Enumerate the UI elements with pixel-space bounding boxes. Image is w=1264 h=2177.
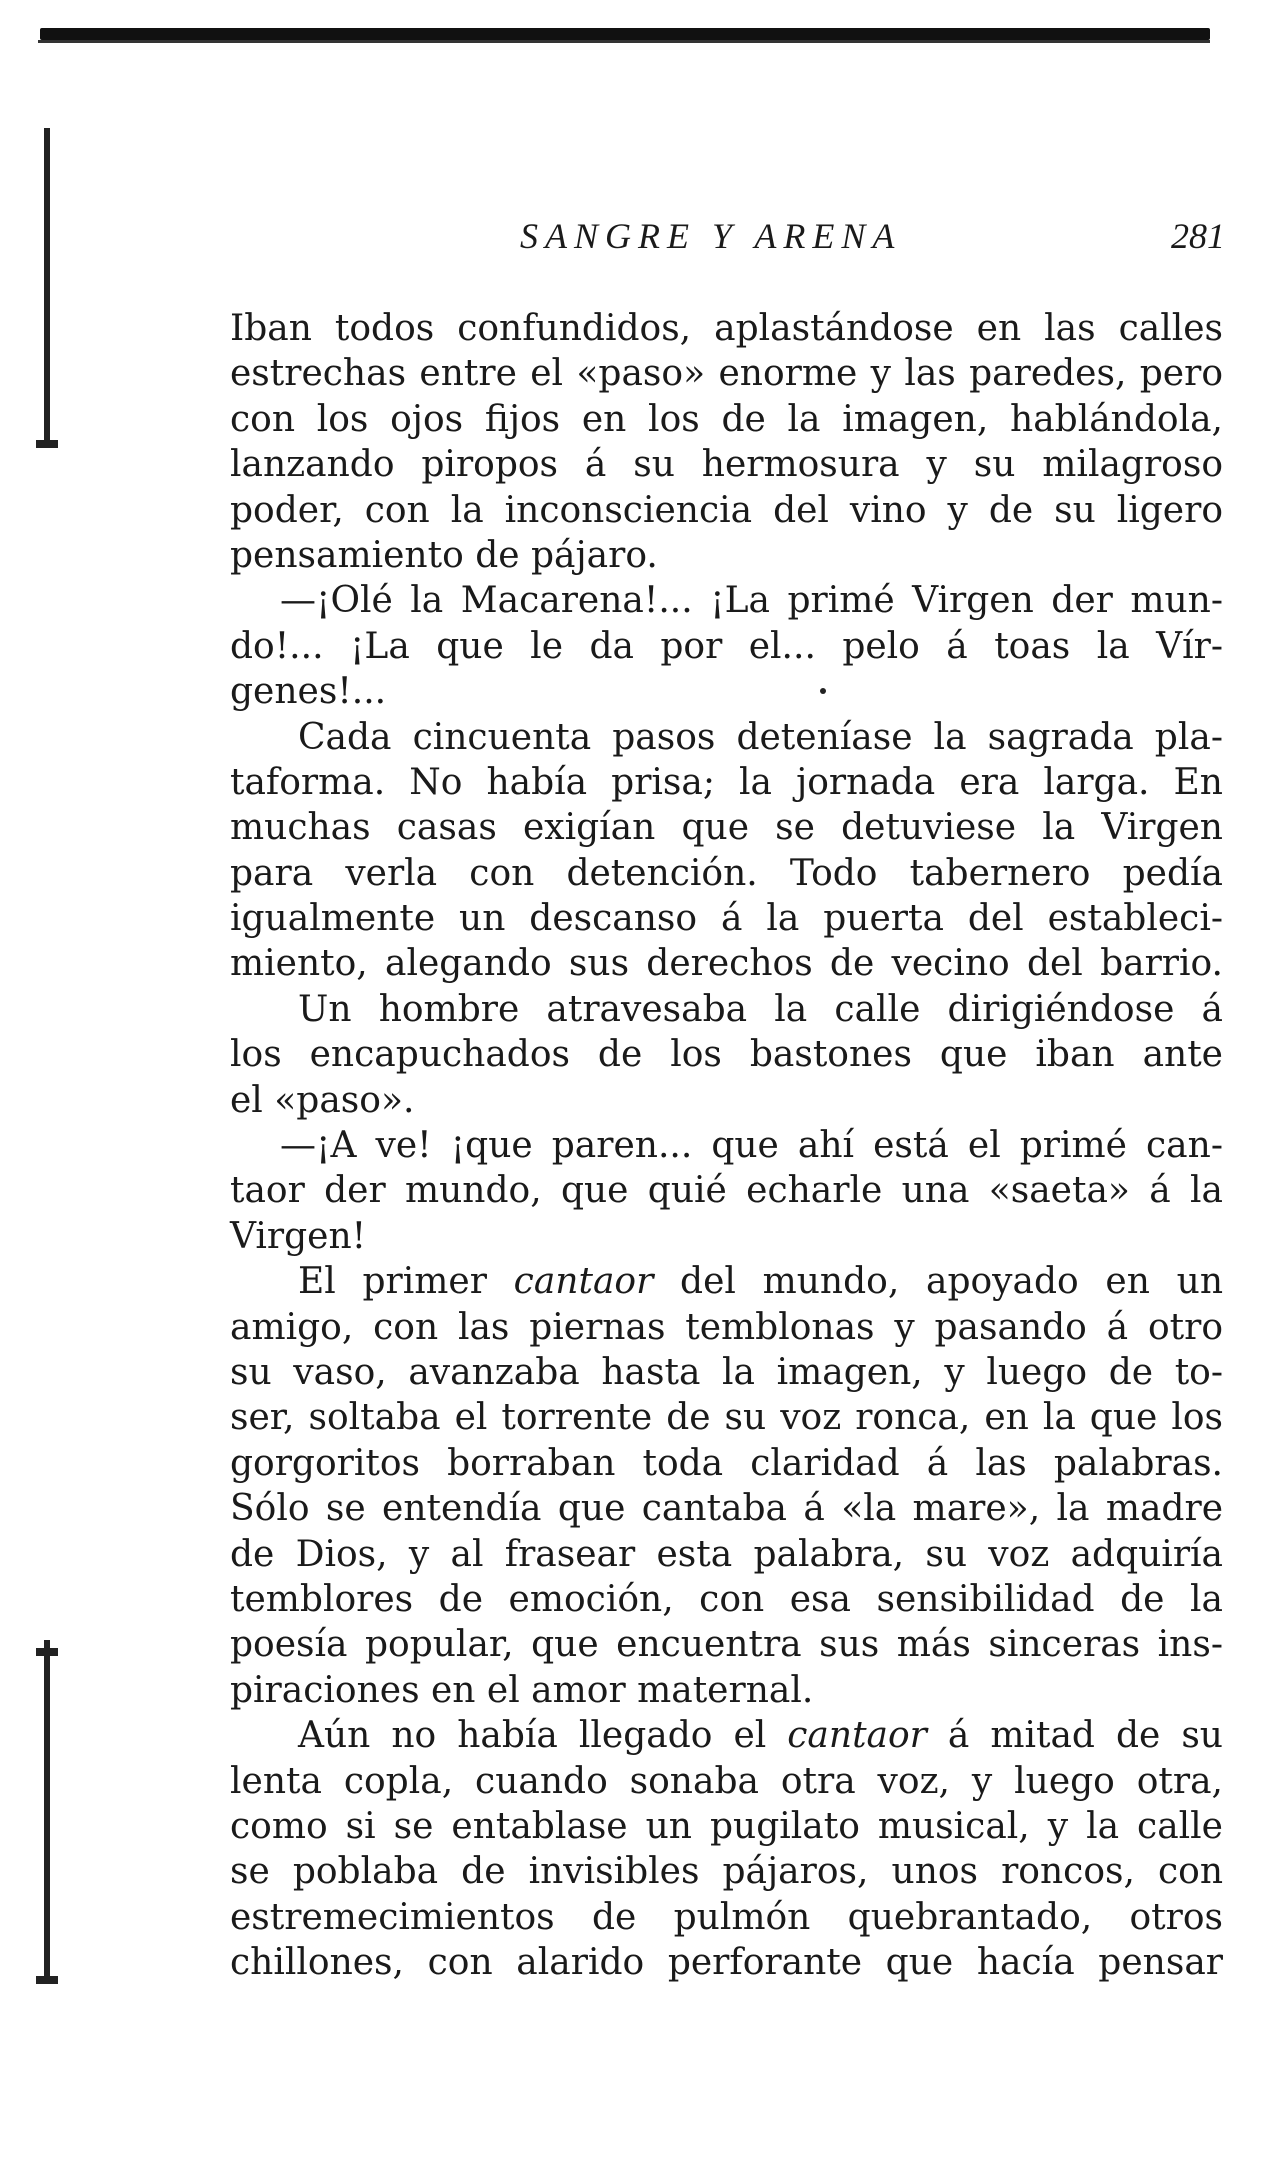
text-line	[230, 1259, 1223, 1304]
text-fragment: Aún no había llegado el	[298, 1715, 767, 1757]
text-fragment: á mitad de su	[947, 1715, 1223, 1757]
text-line: —¡Olé la Macarena!... ¡La primé Virgen der mun-	[280, 580, 1223, 622]
text-line: lenta copla, cuando sonaba otra voz, y luego otra,	[230, 1760, 1223, 1802]
binding-mark-lower	[44, 1640, 50, 1980]
text-line: se poblaba de invisibles pájaros, unos roncos, con	[230, 1851, 1223, 1893]
text-line: estrechas entre el «paso» enorme y las paredes, pero	[230, 353, 1223, 395]
binding-tick	[36, 1976, 58, 1984]
text-line: Virgen!	[230, 1215, 367, 1257]
text-line: con los ojos fijos en los de la imagen, hablándola,	[230, 398, 1223, 440]
text-line: do!... ¡La que le da por el... pelo á toas la Vír-	[230, 625, 1223, 667]
text-fragment: del mundo, apoyado en un	[680, 1261, 1224, 1303]
text-fragment-italic: cantaor	[787, 1715, 927, 1757]
text-line: Iban todos confundidos, aplastándose en las calles	[230, 308, 1223, 349]
top-rule	[40, 28, 1210, 40]
text-line: poder, con la inconsciencia del vino y de su ligero	[230, 489, 1223, 531]
text-line: el «paso».	[230, 1079, 415, 1121]
running-title: SANGRE Y ARENA	[520, 216, 902, 256]
text-line: Cada cincuenta pasos deteníase la sagrada pla-	[298, 716, 1223, 758]
text-line: —¡A ve! ¡que paren... que ahí está el primé can-	[280, 1125, 1223, 1167]
text-line	[230, 1713, 1223, 1758]
body-text	[230, 306, 1223, 1985]
text-line: chillones, con alarido perforante que hacía pensar	[230, 1942, 1223, 1984]
text-line: para verla con detención. Todo tabernero pedía	[230, 852, 1223, 894]
text-line: taor der mundo, que quié echarle una «saeta» á la	[230, 1170, 1223, 1212]
binding-mark-upper	[44, 128, 50, 448]
text-line: ser, soltaba el torrente de su voz ronca, en la que los	[230, 1397, 1223, 1439]
top-rule-shadow	[38, 40, 1210, 43]
binding-tick	[36, 1648, 58, 1656]
text-line: amigo, con las piernas temblonas y pasando á otro	[230, 1306, 1223, 1348]
text-fragment: El primer	[298, 1261, 487, 1303]
text-fragment-italic: cantaor	[513, 1261, 654, 1303]
text-line: temblores de emoción, con esa sensibilidad de la	[230, 1578, 1223, 1620]
text-line: Un hombre atravesaba la calle dirigiéndose á	[298, 988, 1223, 1030]
text-line: muchas casas exigían que se detuviese la Virgen	[230, 807, 1223, 849]
page-header	[230, 215, 1230, 265]
text-line: como si se entablase un pugilato musical, y la calle	[230, 1805, 1223, 1847]
text-line: poesía popular, que encuentra sus más sinceras ins-	[230, 1624, 1223, 1666]
binding-tick	[36, 440, 58, 448]
text-line: lanzando piropos á su hermosura y su milagroso	[230, 444, 1223, 486]
text-line: piraciones en el amor maternal.	[230, 1669, 814, 1711]
text-line: los encapuchados de los bastones que iban ante	[230, 1034, 1223, 1076]
text-line: de Dios, y al frasear esta palabra, su voz adquiría	[230, 1533, 1223, 1575]
text-line: miento, alegando sus derechos de vecino del barrio.	[230, 943, 1223, 985]
text-line: pensamiento de pájaro.	[230, 534, 658, 576]
text-line: taforma. No había prisa; la jornada era larga. En	[230, 761, 1223, 803]
text-line: igualmente un descanso á la puerta del estableci-	[230, 898, 1223, 940]
page-number: 281	[1171, 216, 1225, 256]
text-line: su vaso, avanzaba hasta la imagen, y luego de to-	[230, 1351, 1223, 1393]
text-line: genes!...	[230, 671, 387, 713]
text-line: Sólo se entendía que cantaba á «la mare», la madre	[230, 1488, 1223, 1530]
text-line: gorgoritos borraban toda claridad á las palabras.	[230, 1442, 1223, 1484]
text-line: estremecimientos de pulmón quebrantado, otros	[230, 1896, 1223, 1938]
